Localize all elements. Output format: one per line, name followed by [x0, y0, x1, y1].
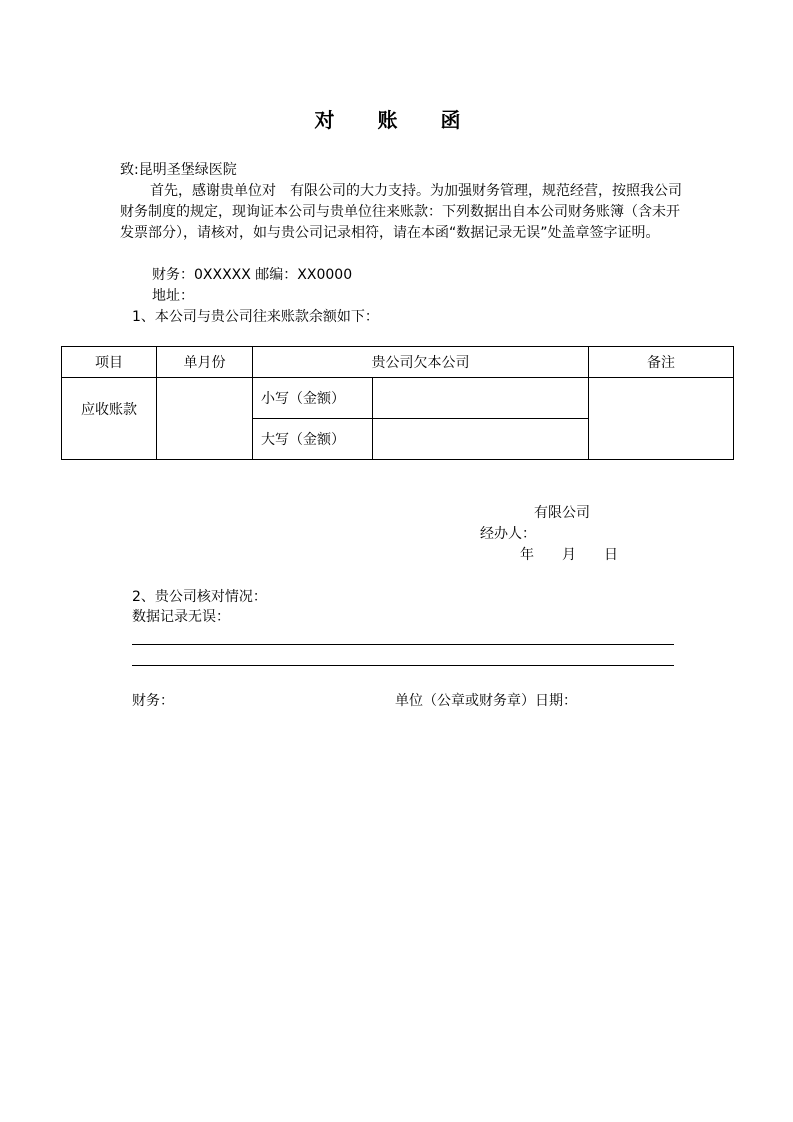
- sender-company: 有限公司: [534, 505, 590, 521]
- header-owed: 贵公司欠本公司: [253, 347, 589, 378]
- cell-lower-value[interactable]: [373, 378, 589, 419]
- data-ok-label: 数据记录无误：: [132, 609, 230, 625]
- cell-remark[interactable]: [589, 378, 734, 460]
- balance-table: [61, 346, 734, 460]
- finance-contact-line: 财务：0XXXXX 邮编：XX0000: [152, 267, 353, 283]
- header-month: 单月份: [157, 347, 253, 378]
- section2-heading: 2、贵公司核对情况：: [132, 589, 267, 605]
- header-remark: 备注: [589, 347, 734, 378]
- intro-paragraph: 首先，感谢贵单位对 有限公司的大力支持。为加强财务管理，规范经营，按照我公司财务制度的规定，现询证本公司与贵单位往来账款：下列数据出自本公司财务账簿（含未开发票部分），请核对，如与贵公司记录相符，请在本函“数据记录无误”处盖章签字证明。: [120, 183, 682, 241]
- cell-lower-label: 小写（金额）: [253, 378, 373, 419]
- handler-label: 经办人：: [480, 526, 536, 542]
- cell-item: 应收账款: [62, 378, 157, 460]
- footer-finance-label: 财务：: [132, 693, 174, 709]
- sender-date: 年 月 日: [520, 547, 618, 563]
- table-row: [62, 378, 734, 419]
- address-line: 地址：: [152, 288, 194, 304]
- signature-line[interactable]: [132, 665, 674, 666]
- page-title: 对 账 函: [314, 108, 479, 132]
- section1-heading: 1、本公司与贵公司往来账款余额如下：: [132, 309, 379, 325]
- header-item: 项目: [62, 347, 157, 378]
- footer-unit-date-label: 单位（公章或财务章）日期：: [395, 693, 577, 709]
- signature-line[interactable]: [132, 644, 674, 645]
- cell-month[interactable]: [157, 378, 253, 460]
- table-header-row: [62, 347, 734, 378]
- cell-upper-value[interactable]: [373, 419, 589, 460]
- recipient-line: 致:昆明圣堡绿医院: [120, 162, 237, 178]
- cell-upper-label: 大写（金额）: [253, 419, 373, 460]
